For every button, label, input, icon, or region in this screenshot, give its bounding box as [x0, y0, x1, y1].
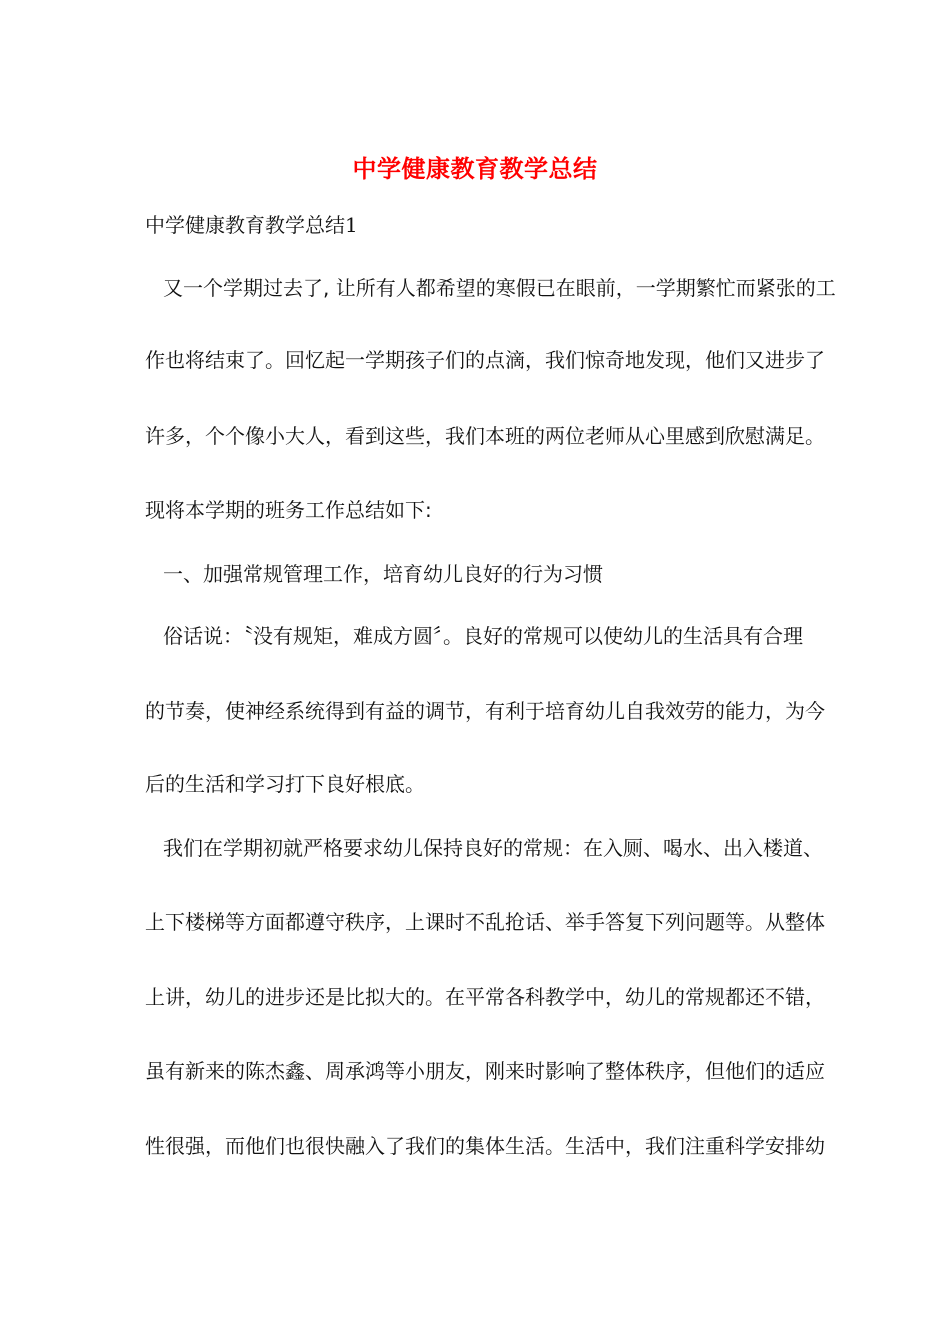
paragraph-line: 作也将结束了。回忆起一学期孩子们的点滴，我们惊奇地发现，他们又进步了: [145, 348, 825, 372]
document-subtitle: [145, 211, 815, 239]
paragraph-line: 又一个学期过去了, 让所有人都希望的寒假已在眼前，一学期繁忙而紧张的工: [163, 276, 836, 300]
subtitle-number: 1: [345, 213, 358, 237]
subtitle-text: 中学健康教育教学总结: [145, 213, 345, 237]
paragraph-line: 性很强，而他们也很快融入了我们的集体生活。生活中，我们注重科学安排幼: [145, 1134, 825, 1158]
document-title: 中学健康教育教学总结: [352, 155, 598, 183]
paragraph-line: 现将本学期的班务工作总结如下:: [145, 498, 432, 522]
paragraph-line: 后的生活和学习打下良好根底。: [145, 772, 425, 796]
paragraph-line: 的节奏，使神经系统得到有益的调节，有利于培育幼儿自我效劳的能力，为今: [145, 699, 825, 723]
paragraph-line: 虽有新来的陈杰鑫、周承鸿等小朋友，刚来时影响了整体秩序，但他们的适应: [145, 1059, 825, 1083]
paragraph-line: 上讲，幼儿的进步还是比拟大的。在平常各科教学中，幼儿的常规都还不错，: [145, 985, 825, 1009]
paragraph-line: 我们在学期初就严格要求幼儿保持良好的常规：在入厕、喝水、出入楼道、: [163, 836, 823, 860]
paragraph-line: 许多，个个像小大人，看到这些，我们本班的两位老师从心里感到欣慰满足。: [145, 424, 825, 448]
section-heading: 一、加强常规管理工作，培育幼儿良好的行为习惯: [163, 562, 603, 586]
paragraph-line: 俗话说：〝没有规矩，难成方圆〞。良好的常规可以使幼儿的生活具有合理: [163, 624, 803, 648]
paragraph-line: 上下楼梯等方面都遵守秩序，上课时不乱抢话、举手答复下列问题等。从整体: [145, 910, 825, 934]
